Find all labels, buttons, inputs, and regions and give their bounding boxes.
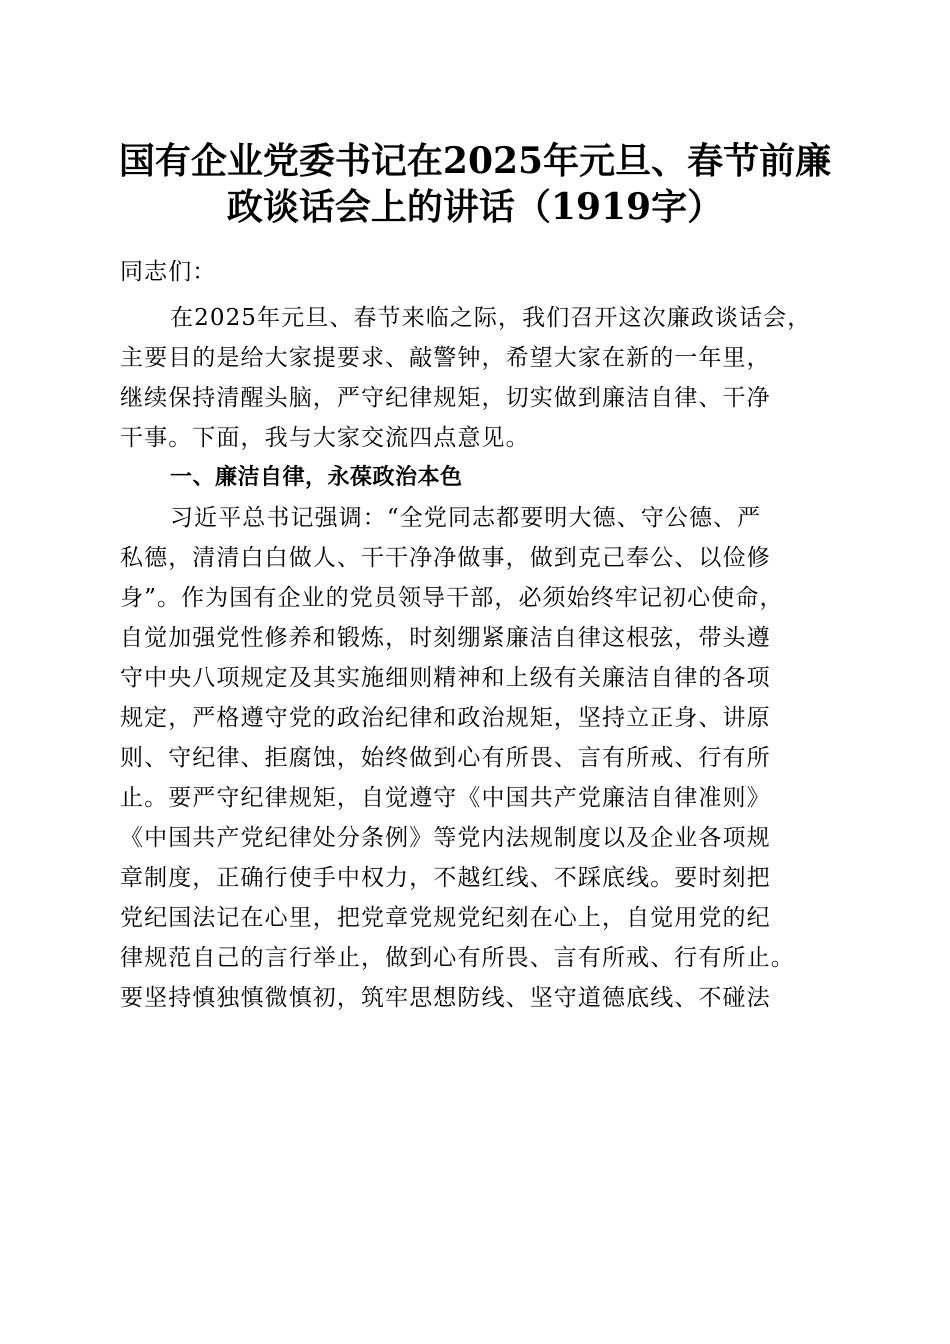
greeting: 同志们：	[120, 259, 217, 285]
title-line-1: 国有企业党委书记在2025年元旦、春节前廉	[118, 140, 832, 182]
paragraph-1-line-2: 主要目的是给大家提要求、敲警钟，希望大家在新的一年里，	[120, 345, 771, 371]
section-heading-1: 一、廉洁自律，永葆政治本色	[170, 465, 463, 490]
paragraph-1	[120, 298, 840, 458]
paragraph-1-line-4: 干事。下面，我与大家交流四点意见。	[120, 425, 530, 451]
paragraph-2-line-1: 习近平总书记强调：“全党同志都要明大德、守公德、严	[170, 505, 762, 531]
paragraph-2-line-11: 党纪国法记在心里，把党章党规党纪刻在心上，自觉用党的纪	[120, 905, 771, 931]
paragraph-2-line-8: 止。要严守纪律规矩，自觉遵守《中国共产党廉洁自律准则》	[120, 785, 771, 811]
title-line-2: 政谈话会上的讲话（1919字）	[226, 186, 724, 228]
document-body	[120, 252, 840, 1018]
paragraph-2-line-7: 则、守纪律、拒腐蚀，始终做到心有所畏、言有所戒、行有所	[120, 745, 771, 771]
paragraph-2-line-2: 私德，清清白白做人、干干净净做事，做到克己奉公、以俭修	[120, 545, 771, 571]
paragraph-2	[120, 498, 840, 1018]
paragraph-2-line-3: 身”。作为国有企业的党员领导干部，必须始终牢记初心使命，	[120, 585, 784, 611]
paragraph-2-line-5: 守中央八项规定及其实施细则精神和上级有关廉洁自律的各项	[120, 665, 771, 691]
paragraph-1-line-3: 继续保持清醒头脑，严守纪律规矩，切实做到廉洁自律、干净	[120, 385, 771, 411]
paragraph-2-line-6: 规定，严格遵守党的政治纪律和政治规矩，坚持立正身、讲原	[120, 705, 771, 731]
paragraph-2-line-10: 章制度，正确行使手中权力，不越红线、不踩底线。要时刻把	[120, 865, 771, 891]
document-title	[110, 138, 840, 230]
paragraph-2-line-12: 律规范自己的言行举止，做到心有所畏、言有所戒、行有所止。	[120, 945, 795, 971]
paragraph-2-line-4: 自觉加强党性修养和锻炼，时刻绷紧廉洁自律这根弦，带头遵	[120, 625, 771, 651]
paragraph-2-line-9: 《中国共产党纪律处分条例》等党内法规制度以及企业各项规	[120, 825, 771, 851]
paragraph-2-line-13: 要坚持慎独慎微慎初，筑牢思想防线、坚守道德底线、不碰法	[120, 985, 771, 1011]
paragraph-1-line-1: 在2025年元旦、春节来临之际，我们召开这次廉政谈话会，	[170, 305, 812, 331]
